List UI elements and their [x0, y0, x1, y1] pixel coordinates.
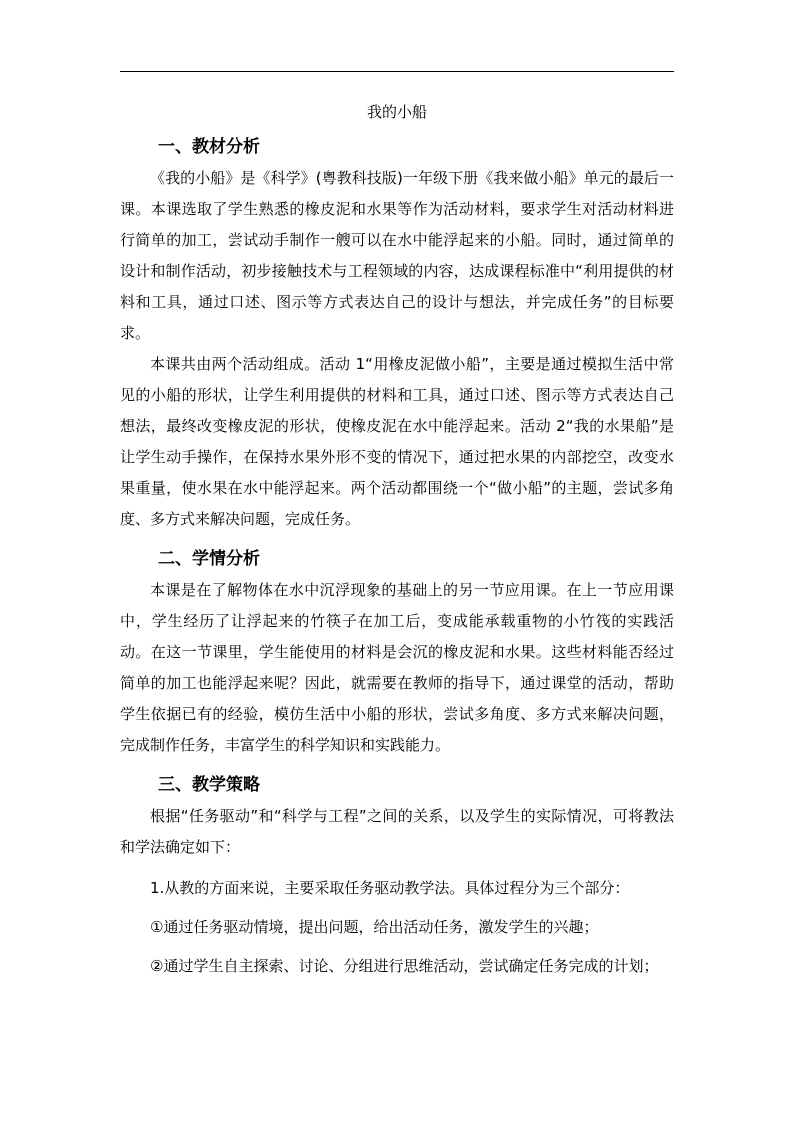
section-teaching-strategy: [120, 769, 674, 982]
section-student-analysis: [120, 543, 674, 761]
section-textbook-analysis: [120, 131, 674, 535]
header-rule: [120, 71, 674, 72]
section-heading: 二、学情分析: [158, 549, 260, 569]
section-heading: 一、教材分析: [158, 137, 260, 157]
paragraph: 本课是在了解物体在水中沉浮现象的基础上的另一节应用课。在上一节应用课中，学生经历了让浮起来的竹筷子在加工后，变成能承载重物的小竹筏的实践活动。在这一节课里，学生能使用的材料是会沉的橡皮泥和水果。这些材料能否经过简单的加工也能浮起来呢？因此，就需要在教师的指导下，通过课堂的活动，帮助学生依据已有的经验，模仿生活中小船的形状，尝试多角度、多方式来解决问题，完成制作任务，丰富学生的科学知识和实践能力。: [120, 581, 674, 754]
list-item: 1.从教的方面来说，主要采取任务驱动教学法。具体过程分为三个部分：: [150, 879, 630, 897]
paragraph: 《我的小船》是《科学》(粤教科技版)一年级下册《我来做小船》单元的最后一课。本课选取了学生熟悉的橡皮泥和水果等作为活动材料，要求学生对活动材料进行简单的加工，尝试动手制作一艘可以在水中能浮起来的小船。同时，通过简单的设计和制作活动，初步接触技术与工程领域的内容，达成课程标准中“利用提供的材料和工具，通过口述、图示等方式表达自己的设计与想法，并完成任务”的目标要求。: [120, 169, 674, 342]
section-heading: 三、教学策略: [158, 775, 260, 795]
document-body: [120, 98, 674, 982]
paragraph: 根据“任务驱动”和“科学与工程”之间的关系，以及学生的实际情况，可将教法和学法确定如下：: [120, 807, 674, 856]
paragraph: 本课共由两个活动组成。活动 1“用橡皮泥做小船”，主要是通过模拟生活中常见的小船的形状，让学生利用提供的材料和工具，通过口述、图示等方式表达自己想法，最终改变橡皮泥的形状，使橡皮泥在水中能浮起来。活动 2“我的水果船”是让学生动手操作，在保持水果外形不变的情况下，通过把水果的内部挖空，改变水果重量，使水果在水中能浮起来。两个活动都围绕一个“做小船”的主题，尝试多角度、多方式来解决问题，完成任务。: [120, 355, 674, 528]
list-item: ②通过学生自主探索、讨论、分组进行思维活动，尝试确定任务完成的计划；: [150, 957, 659, 975]
list-item: ①通过任务驱动情境，提出问题，给出活动任务，激发学生的兴趣；: [150, 918, 599, 936]
document-title: 我的小船: [366, 103, 427, 121]
